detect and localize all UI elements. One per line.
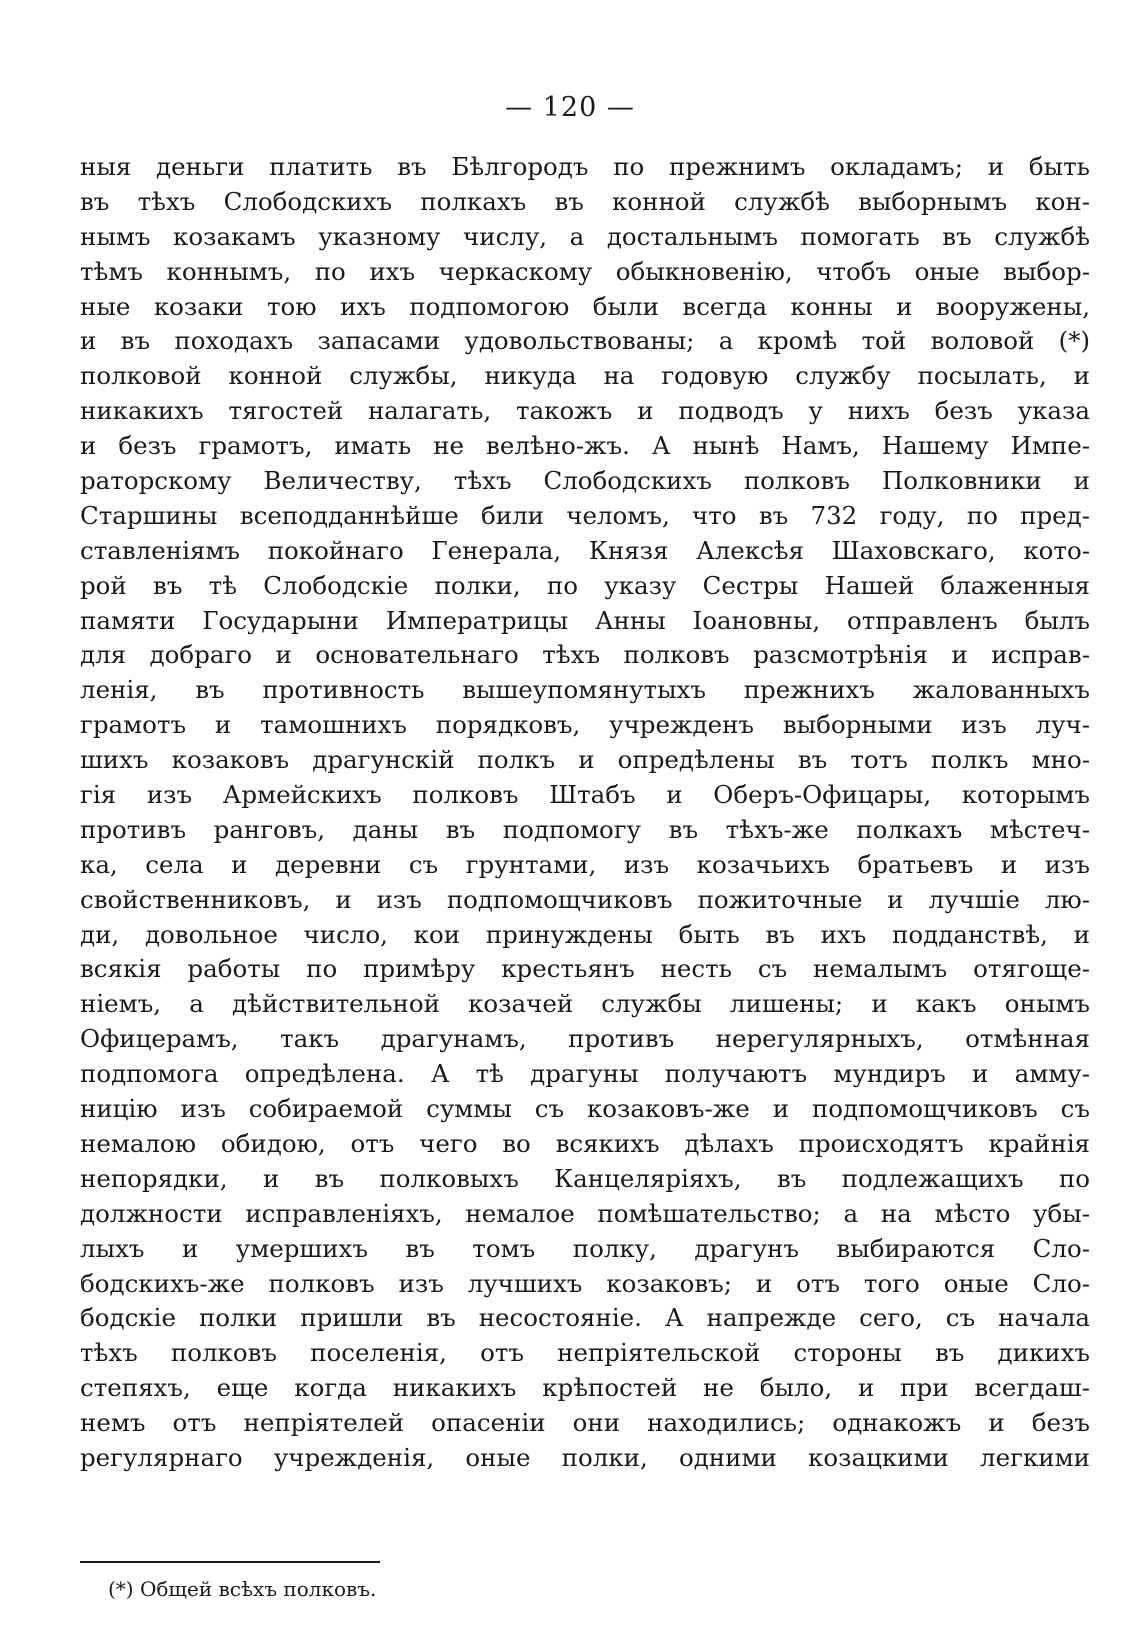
text-line: противъ ранговъ, даны въ подпомогу въ тѣхъ-же полкахъ мѣстеч- bbox=[80, 814, 1090, 844]
text-line: для добраго и основательнаго тѣхъ полковъ разсмотрѣнія и исправ- bbox=[80, 640, 1090, 670]
text-line: и безъ грамотъ, имать не велѣно-жъ. А нынѣ Намъ, Нашему Импе- bbox=[80, 431, 1090, 461]
text-line: ницію изъ собираемой суммы съ козаковъ-же и подпомощчиковъ съ bbox=[80, 1094, 1090, 1124]
body-text bbox=[80, 150, 1090, 1476]
text-line: регулярнаго учрежденія, оные полки, одними козацкими легкими bbox=[80, 1442, 1090, 1472]
text-line: и въ походахъ запасами удовольствованы; а кромѣ той воловой (*) bbox=[80, 326, 1090, 356]
text-line: ные козаки тою ихъ подпомогою были всегда конны и вооружены, bbox=[80, 291, 1090, 321]
text-line: подпомога опредѣлена. А тѣ драгуны получаютъ мундиръ и амму- bbox=[80, 1059, 1090, 1089]
text-line: гія изъ Армейскихъ полковъ Штабъ и Оберъ-Офицары, которымъ bbox=[80, 780, 1090, 810]
text-line: непорядки, и въ полковыхъ Канцеляріяхъ, въ подлежащихъ по bbox=[80, 1163, 1090, 1193]
text-line: нымъ козакамъ указному числу, а достальнымъ помогать въ службѣ bbox=[80, 221, 1090, 251]
text-line: всякія работы по примѣру крестьянъ несть съ немалымъ отягоще- bbox=[80, 954, 1090, 984]
text-line: рой въ тѣ Слободскіе полки, по указу Сестры Нашей блаженныя bbox=[80, 570, 1090, 600]
text-line: тѣхъ полковъ поселенія, отъ непріятельской стороны въ дикихъ bbox=[80, 1338, 1090, 1368]
text-line: ка, села и деревни съ грунтами, изъ козачьихъ братьевъ и изъ bbox=[80, 849, 1090, 879]
text-line: ставленіямъ покойнаго Генерала, Князя Алексѣя Шаховскаго, кото- bbox=[80, 535, 1090, 565]
text-line: памяти Государыни Императрицы Анны Іоановны, отправленъ былъ bbox=[80, 605, 1090, 635]
text-line: ленія, въ противность вышеупомянутыхъ прежнихъ жалованныхъ bbox=[80, 675, 1090, 705]
page-number: — 120 — bbox=[505, 92, 635, 123]
footnote-divider bbox=[80, 1561, 380, 1563]
text-line: тѣмъ коннымъ, по ихъ черкаскому обыкновенію, чтобъ оные выбор- bbox=[80, 256, 1090, 286]
text-line: немалою обидою, отъ чего во всякихъ дѣлахъ происходятъ крайнія bbox=[80, 1128, 1090, 1158]
footnote: (*) Общей всѣхъ полковъ. bbox=[108, 1577, 377, 1601]
text-line: раторскому Величеству, тѣхъ Слободскихъ полковъ Полковники и bbox=[80, 466, 1090, 496]
text-line: лыхъ и умершихъ въ томъ полку, драгунъ выбираются Сло- bbox=[80, 1233, 1090, 1263]
text-line: грамотъ и тамошнихъ порядковъ, учрежденъ выборными изъ луч- bbox=[80, 710, 1090, 740]
text-line: въ тѣхъ Слободскихъ полкахъ въ конной службѣ выборнымъ кон- bbox=[80, 186, 1090, 216]
text-line: бодскіе полки пришли въ несостояніе. А напрежде сего, съ начала bbox=[80, 1303, 1090, 1333]
text-line: немъ отъ непріятелей опасеніи они находились; однакожъ и безъ bbox=[80, 1408, 1090, 1438]
text-line: должности исправленіяхъ, немалое помѣшательство; а на мѣсто убы- bbox=[80, 1198, 1090, 1228]
text-line: свойственниковъ, и изъ подпомощчиковъ пожиточные и лучшіе лю- bbox=[80, 884, 1090, 914]
text-line: ди, довольное число, кои принуждены быть въ ихъ подданствѣ, и bbox=[80, 919, 1090, 949]
text-line: ніемъ, а дѣйствительной козачей службы лишены; и какъ онымъ bbox=[80, 989, 1090, 1019]
text-line: Офицерамъ, такъ драгунамъ, противъ нерегулярныхъ, отмѣнная bbox=[80, 1024, 1090, 1054]
text-line: Старшины всеподданнѣйше били челомъ, что въ 732 году, по пред- bbox=[80, 500, 1090, 530]
text-line: полковой конной службы, никуда на годовую службу посылать, и bbox=[80, 361, 1090, 391]
text-line: ныя деньги платить въ Бѣлгородъ по прежнимъ окладамъ; и быть bbox=[80, 152, 1090, 181]
text-line: степяхъ, еще когда никакихъ крѣпостей не было, и при всегдаш- bbox=[80, 1373, 1090, 1403]
text-line: шихъ козаковъ драгунскій полкъ и опредѣлены въ тотъ полкъ мно- bbox=[80, 745, 1090, 775]
text-line: никакихъ тягостей налагать, такожъ и подводъ у нихъ безъ указа bbox=[80, 396, 1090, 426]
text-line: бодскихъ-же полковъ изъ лучшихъ козаковъ; и отъ того оные Сло- bbox=[80, 1268, 1090, 1298]
